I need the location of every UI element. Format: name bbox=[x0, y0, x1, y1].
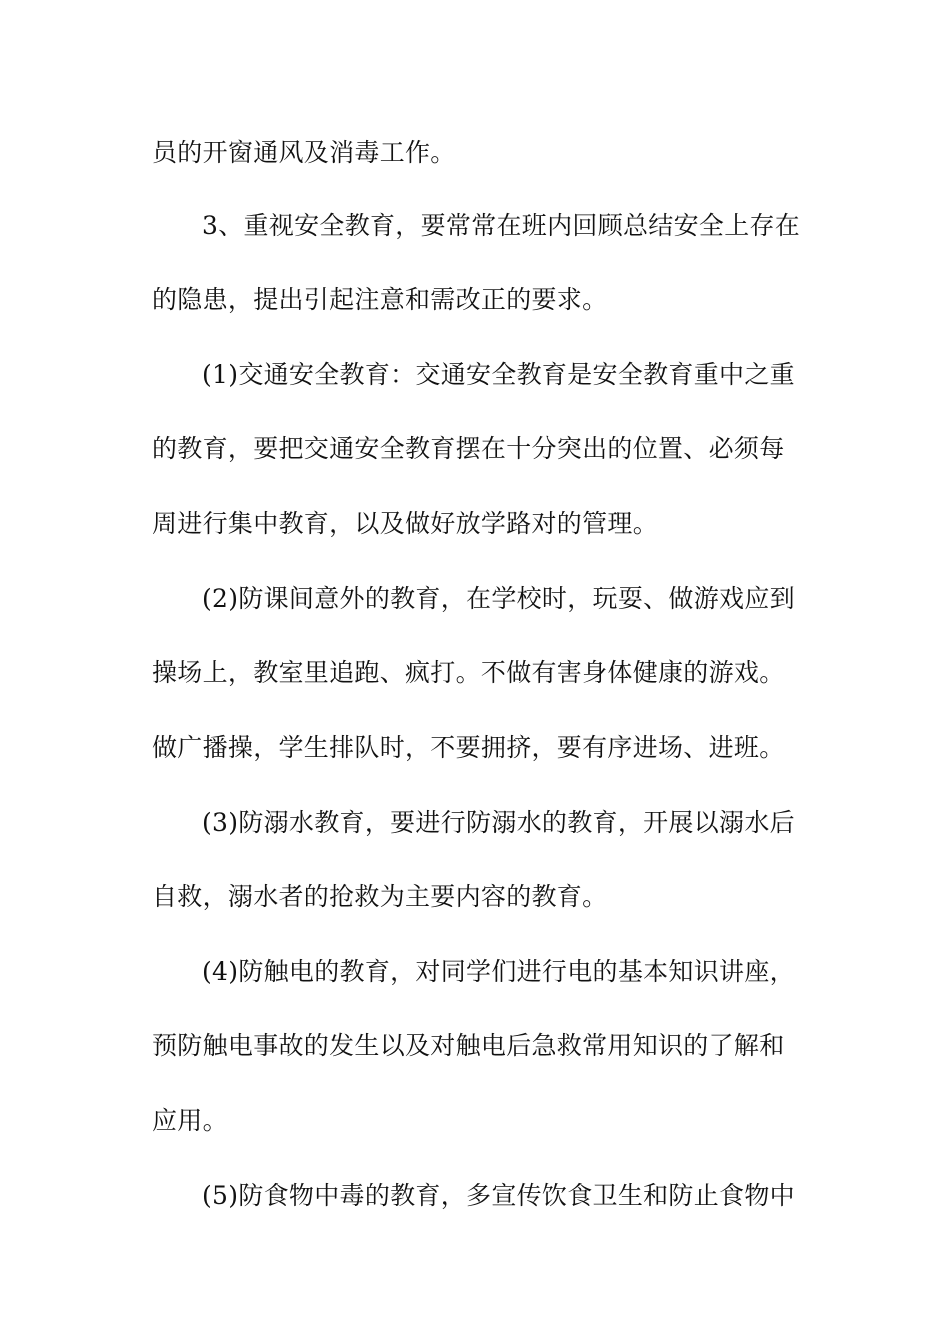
text-line: 的隐患，提出引起注意和需改正的要求。 bbox=[152, 285, 608, 314]
text-line: (1)交通安全教育：交通安全教育是安全教育重中之重 bbox=[202, 360, 795, 389]
text-line: 的教育，要把交通安全教育摆在十分突出的位置、必须每 bbox=[152, 434, 785, 463]
text-line: (5)防食物中毒的教育，多宣传饮食卫生和防止食物中 bbox=[202, 1181, 795, 1210]
text-line: 应用。 bbox=[152, 1106, 228, 1135]
text-line: 预防触电事故的发生以及对触电后急救常用知识的了解和 bbox=[152, 1031, 785, 1060]
text-line: 周进行集中教育，以及做好放学路对的管理。 bbox=[152, 509, 659, 538]
text-line: (4)防触电的教育，对同学们进行电的基本知识讲座， bbox=[202, 957, 795, 986]
text-line: 操场上，教室里追跑、疯打。不做有害身体健康的游戏。 bbox=[152, 658, 785, 687]
text-line: 自救，溺水者的抢救为主要内容的教育。 bbox=[152, 882, 608, 911]
text-line: 员的开窗通风及消毒工作。 bbox=[152, 138, 456, 167]
text-line: (2)防课间意外的教育，在学校时，玩耍、做游戏应到 bbox=[202, 584, 795, 613]
text-line: 做广播操，学生排队时，不要拥挤，要有序进场、进班。 bbox=[152, 733, 785, 762]
text-line: (3)防溺水教育，要进行防溺水的教育，开展以溺水后 bbox=[202, 808, 795, 837]
text-line: 3、重视安全教育，要常常在班内回顾总结安全上存在 bbox=[202, 211, 801, 240]
